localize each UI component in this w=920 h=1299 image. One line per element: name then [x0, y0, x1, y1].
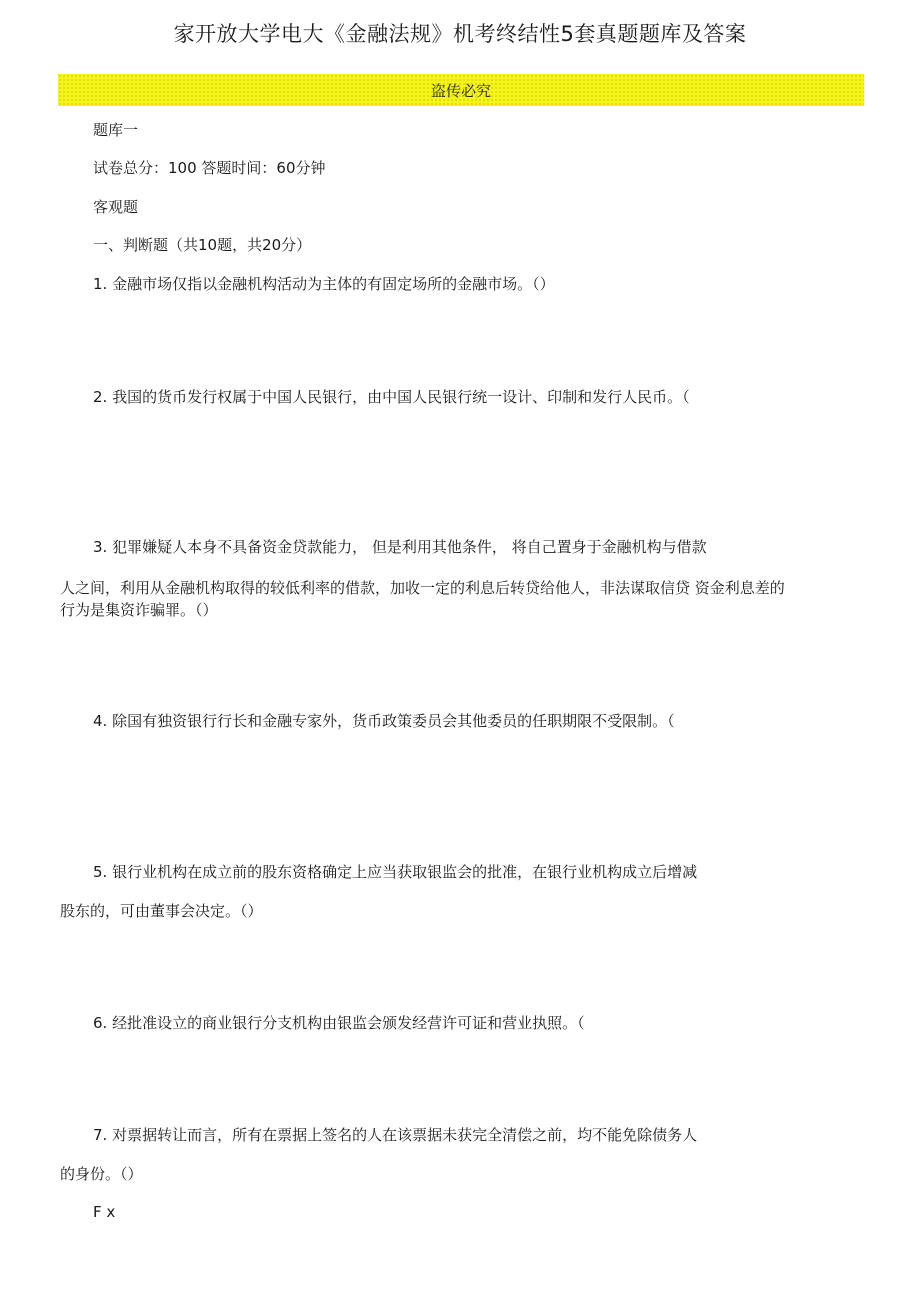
question-bank-label: 题库一 [93, 121, 139, 139]
question-1: 1. 金融市场仅指以金融机构活动为主体的有固定场所的金融市场。（） [93, 275, 555, 293]
question-2: 2. 我国的货币发行权属于中国人民银行，由中国人民银行统一设计、印制和发行人民币。（ [93, 388, 690, 406]
banner-text: 盗传必究 [430, 81, 491, 100]
question-4: 4. 除国有独资银行行长和金融专家外，货币政策委员会其他委员的任职期限不受限制。（ [93, 712, 675, 730]
question-3-line-2: 人之间，利用从金融机构取得的较低利率的借款，加收一定的利息后转贷给他人，非法谋取信贷 资金利息差的 [60, 579, 785, 597]
document-title: 家开放大学电大《金融法规》机考终结性5套真题题库及答案 [173, 22, 747, 46]
question-3: 3. 犯罪嫌疑人本身不具备资金贷款能力， 但是利用其他条件， 将自己置身于金融机构与借款 [93, 538, 707, 556]
question-5: 5. 银行业机构在成立前的股东资格确定上应当获取银监会的批准，在银行业机构成立后增减 [93, 863, 698, 881]
question-6: 6. 经批准设立的商业银行分支机构由银监会颁发经营许可证和营业执照。（ [93, 1014, 585, 1032]
answer-mark: F x [93, 1203, 116, 1221]
question-5-line-2: 股东的，可由董事会决定。（） [60, 902, 263, 920]
question-3-line-3: 行为是集资诈骗罪。（） [60, 601, 218, 619]
question-7-line-2: 的身份。（） [60, 1165, 143, 1183]
part-heading: 一、判断题（共10题，共20分） [93, 236, 312, 254]
exam-meta: 试卷总分：100 答题时间：60分钟 [93, 159, 326, 177]
section-label: 客观题 [93, 198, 139, 216]
question-7: 7. 对票据转让而言，所有在票据上签名的人在该票据未获完全清偿之前，均不能免除债务人 [93, 1126, 698, 1144]
highlight-banner [58, 74, 864, 106]
